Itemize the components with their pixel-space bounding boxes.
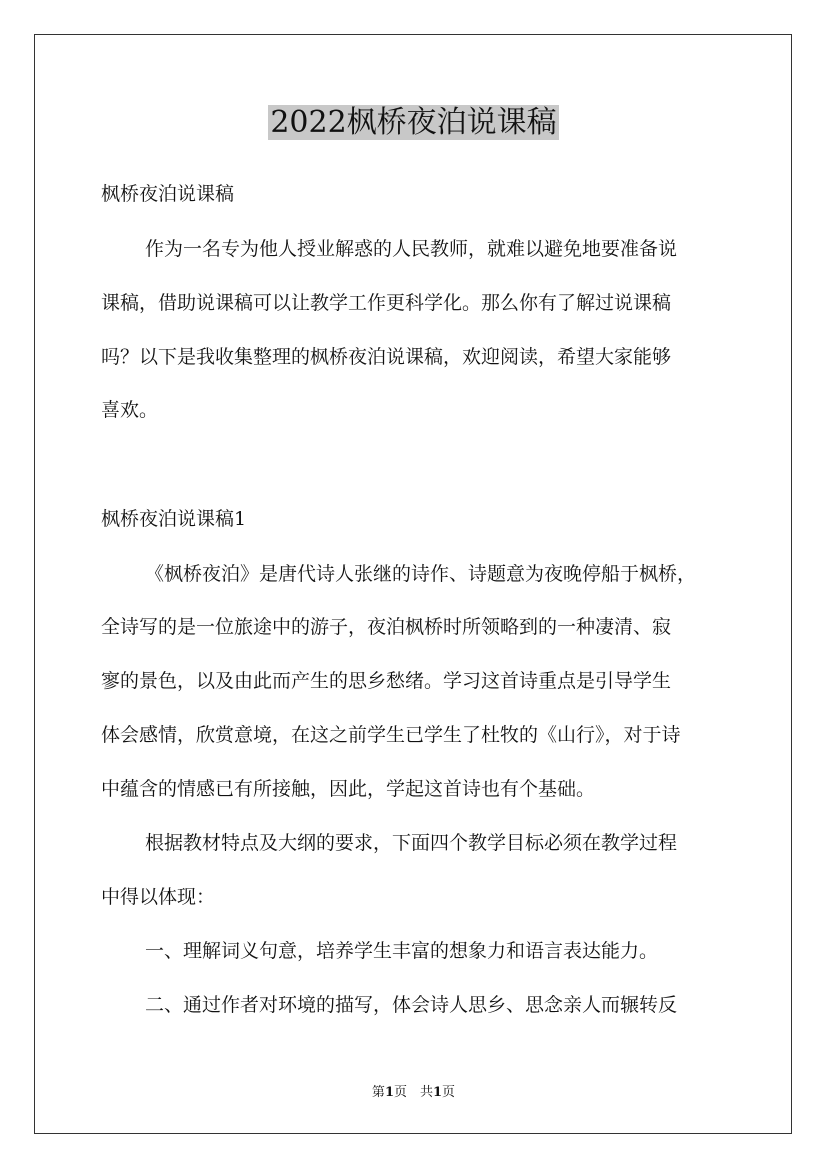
page-footer [0,1084,827,1102]
paragraph-line: 中蕴含的情感已有所接触，因此，学起这首诗也有个基础。 [101,778,596,800]
document-title [0,102,827,144]
paragraph-line: 根据教材特点及大纲的要求，下面四个教学目标必须在教学过程 [145,832,678,854]
paragraph-line: 二、通过作者对环境的描写，体会诗人思乡、思念亲人而辗转反 [145,994,678,1016]
footer-page-number: 1 [384,1085,394,1100]
paragraph-line: 吗？以下是我收集整理的枫桥夜泊说课稿，欢迎阅读，希望大家能够 [101,346,672,368]
section-heading: 枫桥夜泊说课稿 [101,183,235,205]
paragraph-line: 作为一名专为他人授业解惑的人民教师，就难以避免地要准备说 [145,238,678,260]
paragraph-line: 一、理解词义句意，培养学生丰富的想象力和语言表达能力。 [145,940,659,962]
section-heading: 枫桥夜泊说课稿1 [101,508,247,530]
document-title-text: 2022枫桥夜泊说课稿 [270,105,557,140]
paragraph-line: 中得以体现： [101,886,216,908]
paragraph-line: 寥的景色，以及由此而产生的思乡愁绪。学习这首诗重点是引导学生 [101,670,672,692]
footer-prefix: 第 [371,1085,385,1100]
footer-mid: 页 共 [393,1085,433,1100]
paragraph-line: 全诗写的是一位旅途中的游子，夜泊枫桥时所领略到的一种凄清、寂 [101,616,672,638]
paragraph-line: 课稿，借助说课稿可以让教学工作更科学化。那么你有了解过说课稿 [101,292,672,314]
footer-page-total: 1 [433,1085,443,1100]
paragraph-line: 体会感情，欣赏意境，在这之前学生已学生了杜牧的《山行》，对于诗 [101,724,681,746]
footer-suffix: 页 [442,1085,456,1100]
paragraph-line: 《枫桥夜泊》是唐代诗人张继的诗作、诗题意为夜晚停船于枫桥， [145,563,697,585]
paragraph-line: 喜欢。 [101,399,159,421]
